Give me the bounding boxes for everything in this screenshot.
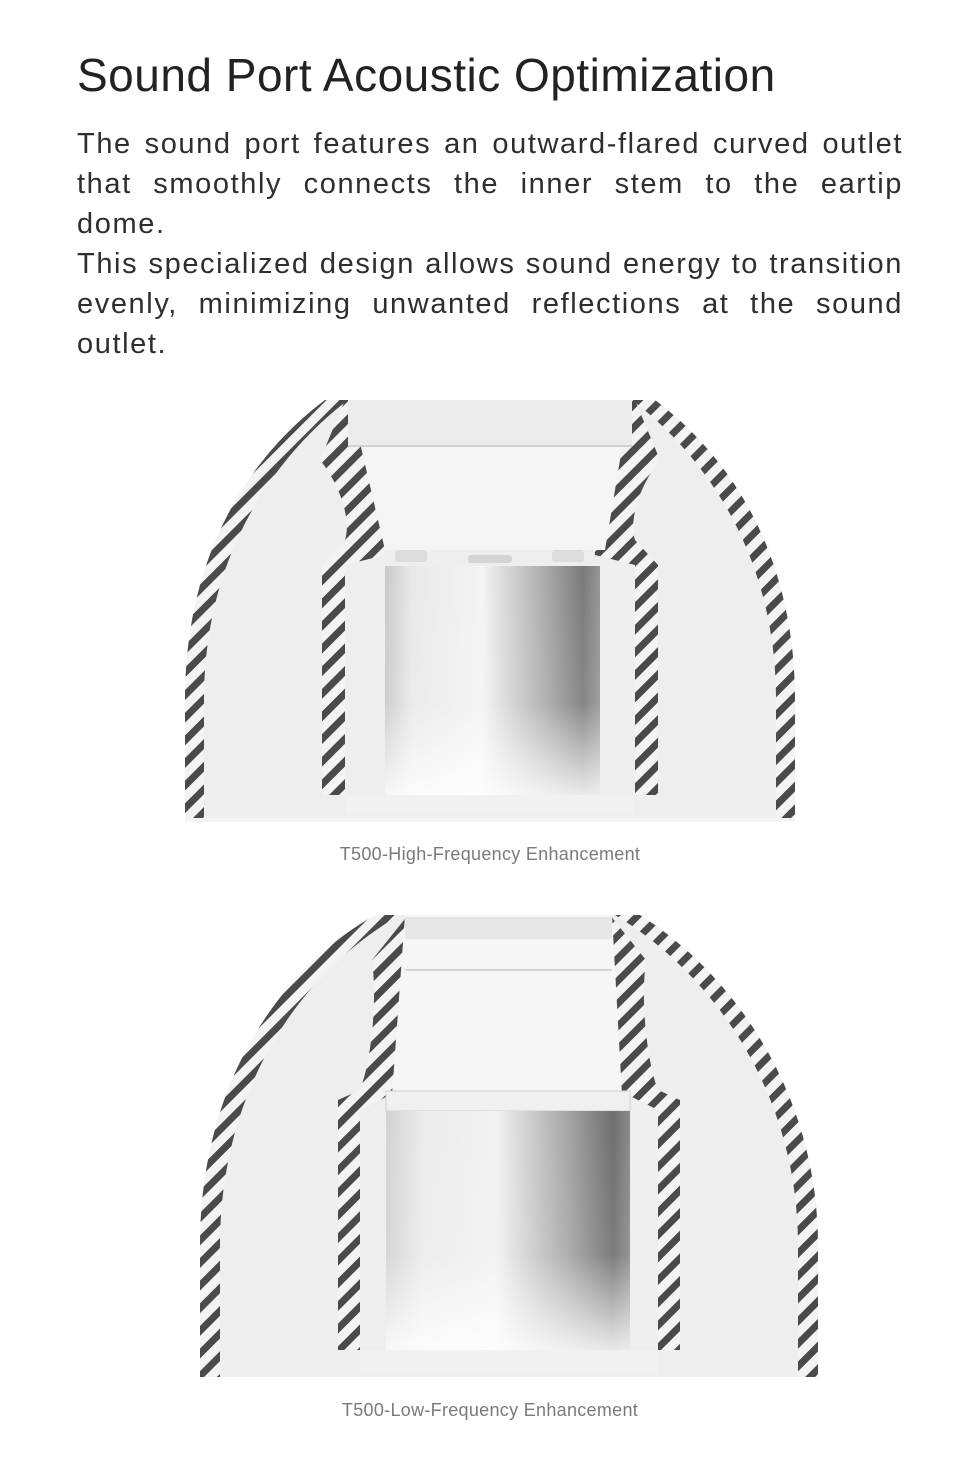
figure-caption-high-frequency: T500-High-Frequency Enhancement — [339, 844, 641, 864]
eartip-cross-section-low — [0, 915, 980, 1385]
eartip-cross-section-high — [0, 400, 980, 830]
eartip-diagram-low-frequency — [0, 915, 980, 1385]
page-title: Sound Port Acoustic Optimization — [77, 49, 776, 101]
figure-caption-low-frequency: T500-Low-Frequency Enhancement — [341, 1400, 639, 1420]
eartip-diagram-high-frequency — [0, 400, 980, 830]
intro-paragraph-2: This specialized design allows sound energy to transition evenly, minimizing unwanted reflections at the sound outlet. — [77, 248, 903, 360]
intro-paragraph-1: The sound port features an outward-flared curved outlet that smoothly connects the inner stem to the eartip dome. — [77, 128, 903, 240]
intro-text — [77, 124, 903, 364]
